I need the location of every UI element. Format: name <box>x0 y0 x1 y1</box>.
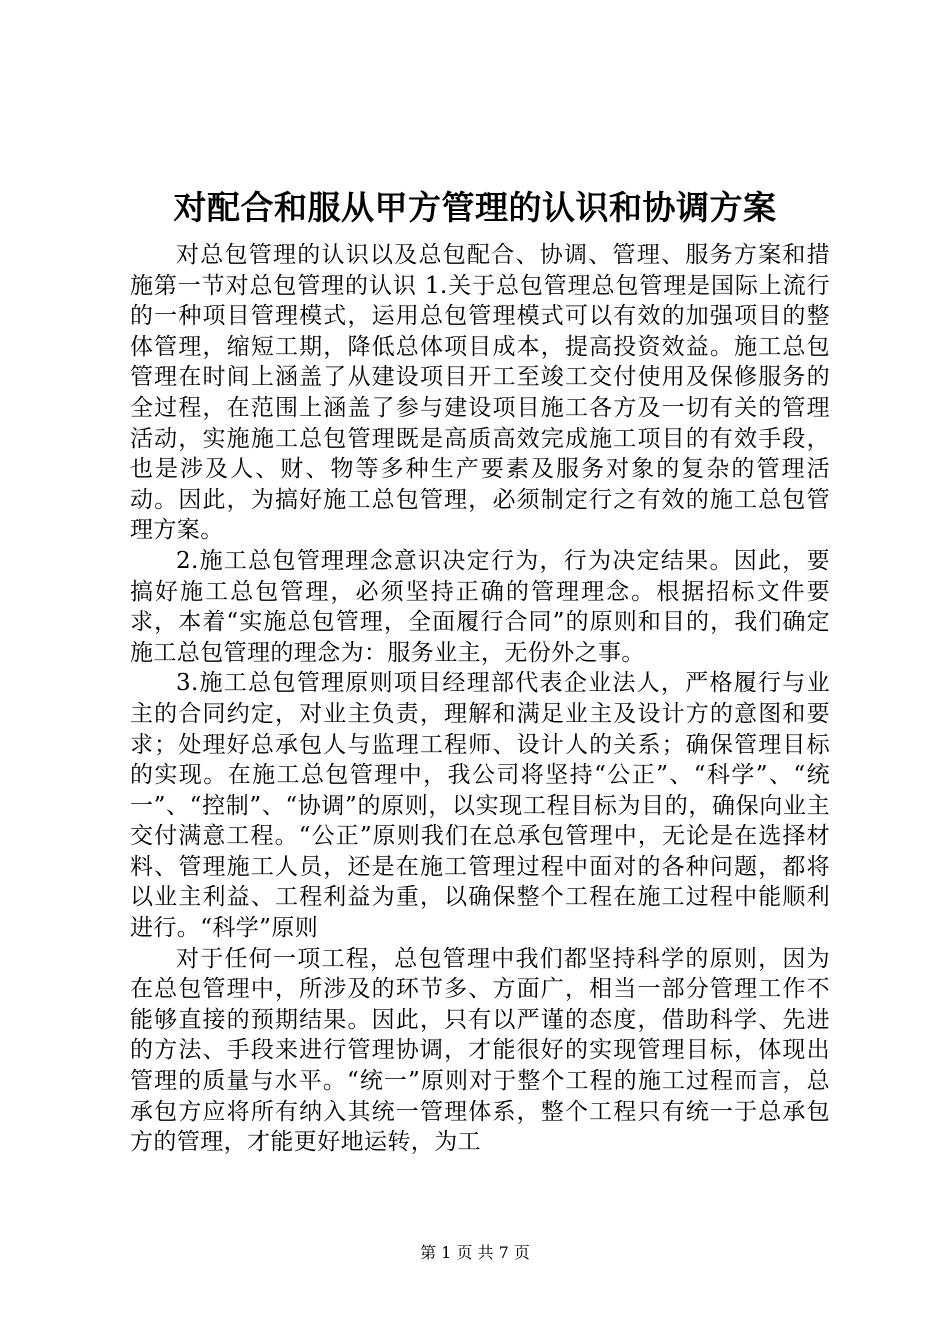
paragraph: 3.施工总包管理原则项目经理部代表企业法人，严格履行与业主的合同约定，对业主负责，理解和满足业主及设计方的意图和要求；处理好总承包人与监理工程师、设计人的关系；确保管理目标的实现。在施工总包管理中，我公司将坚持“公正”、“科学”、“统一”、“控制”、“协调”的原则，以实现工程目标为目的，确保向业主交付满意工程。“公正”原则我们在总承包管理中，无论是在选择材料、管理施工人员，还是在施工管理过程中面对的各种问题，都将以业主利益、工程利益为重，以确保整个工程在施工过程中能顺利进行。“科学”原则 <box>130 670 830 942</box>
page-footer: 第 1 页 共 7 页 <box>420 1243 530 1262</box>
document-title: 对配合和服从甲方管理的认识和协调方案 <box>173 188 777 227</box>
paragraph: 对于任何一项工程，总包管理中我们都坚持科学的原则，因为在总包管理中，所涉及的环节多、方面广，相当一部分管理工作不能够直接的预期结果。因此，只有以严谨的态度，借助科学、先进的方法、手段来进行管理协调，才能很好的实现管理目标，体现出管理的质量与水平。“统一”原则对于整个工程的施工过程而言，总承包方应将所有纳入其统一管理体系，整个工程只有统一于总承包方的管理，才能更好地运转，为工 <box>130 945 830 1156</box>
paragraph: 对总包管理的认识以及总包配合、协调、管理、服务方案和措施第一节对总包管理的认识 1.关于总包管理总包管理是国际上流行的一种项目管理模式，运用总包管理模式可以有效的加强项目的整体管理，缩短工期，降低总体项目成本，提高投资效益。施工总包管理在时间上涵盖了从建设项目开工至竣工交付使用及保修服务的全过程，在范围上涵盖了参与建设项目施工各方及一切有关的管理活动，实施施工总包管理既是高质高效完成施工项目的有效手段，也是涉及人、财、物等多种生产要素及服务对象的复杂的管理活动。因此，为搞好施工总包管理，必须制定行之有效的施工总包管理方案。 <box>130 242 830 544</box>
document-body <box>130 240 830 1158</box>
paragraph: 2.施工总包管理理念意识决定行为，行为决定结果。因此，要搞好施工总包管理，必须坚持正确的管理理念。根据招标文件要求，本着“实施总包管理，全面履行合同”的原则和目的，我们确定施工总包管理的理念为：服务业主，无份外之事。 <box>130 547 830 666</box>
